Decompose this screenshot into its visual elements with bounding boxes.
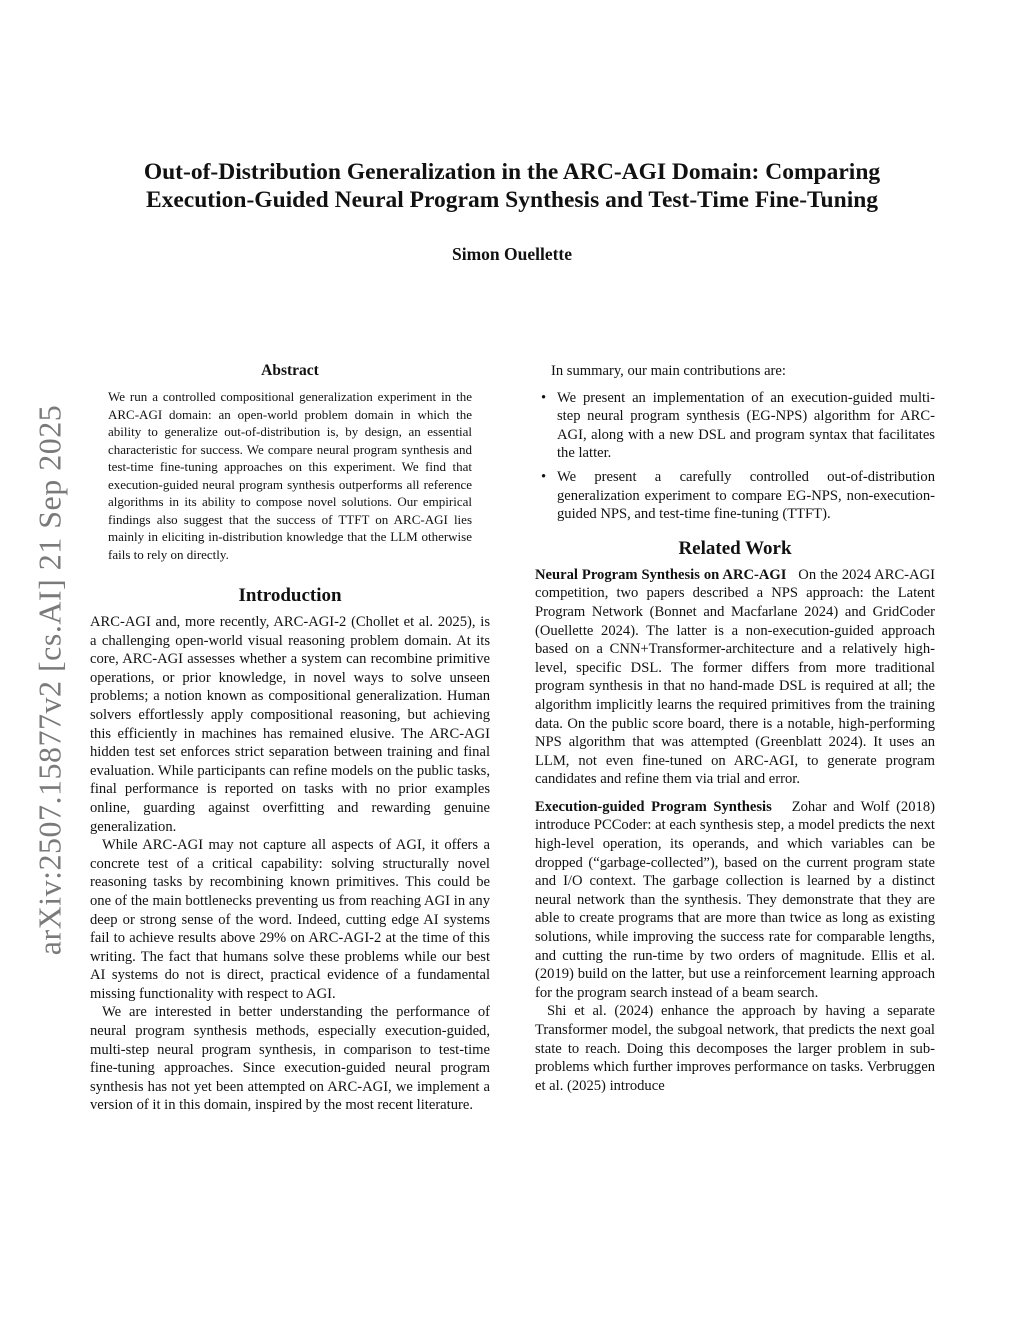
abstract-heading: Abstract	[261, 362, 319, 379]
nps-text: On the 2024 ARC-AGI competition, two papers described a NPS approach: the Latent Program Network (Bonnet and Macfarlane 2024) and GridCoder (Ouellette 2024). The latter is a non-execution-guided approach based on a CNN+Transformer-architecture and a relatively high-level, specific DSL. The former differs from more traditional program synthesis in that no hand-made DSL is required at all; the algorithm implicitly learns the required primitives from the training data. On the public score board, there is a notable, high-performing NPS algorithm that was attempted (Greenblatt 2024). It uses an LLM, not even fine-tuned on ARC-AGI, to generate program candidates and refine them via trial and error.	[535, 566, 935, 788]
right-column	[535, 362, 935, 1095]
abstract-text: We run a controlled compositional generalization experiment in the ARC-AGI domain: an open-world problem domain in which the ability to generalize out-of-distribution is, by design, an essential characteristic for success. We compare neural program synthesis and test-time fine-tuning approaches on this experiment. We find that execution-guided neural program synthesis outperforms all reference algorithms in its ability to compose novel solutions. Our empirical findings also suggest that the success of TTFT on ARC-AGI lies mainly in eliciting in-distribution knowledge that the LLM otherwise fails to rely on directly.	[108, 389, 472, 562]
left-column	[90, 362, 490, 1115]
egps-text: Zohar and Wolf (2018) introduce PCCoder: at each synthesis step, a model predicts the next high-level operation, its operands, and which variables can be dropped (“garbage-collected”), based on the current program state and I/O context. The garbage collection is learned by a distinct neural network than the synthesis. They demonstrate that they are able to create programs that are more than twice as long as existing solutions, while improving the success rate for comparable lengths, and cutting the run-time by two orders of magnitude. Ellis et al. (2019) build on the latter, but use a reinforcement learning approach for the program search instead of a beam search.	[535, 798, 935, 1001]
title-line-1: Out-of-Distribution Generalization in the ARC-AGI Domain: Comparing	[143, 159, 881, 185]
nps-paragraph	[535, 566, 935, 789]
author-name: Simon Ouellette	[451, 244, 573, 264]
intro-paragraph-2: While ARC-AGI may not capture all aspects of AGI, it offers a concrete test of a critical capability: solving structurally novel reasoning tasks by recombining known primitives. This could be one of the main bottlenecks preventing us from reaching AGI in any deep or strong sense of the word. Indeed, cutting edge AI systems fail to achieve results above 29% on ARC-AGI-2 at the time of this writing. The fact that humans solve these problems while our best AI systems do not is direct, practical evidence of a fundamental missing functionality with respect to AGI.	[90, 837, 490, 1002]
title-line-2: Execution-Guided Neural Program Synthesis and Test-Time Fine-Tuning	[145, 187, 879, 213]
bullet-icon: •	[541, 389, 547, 406]
contributions-summary: In summary, our main contributions are:	[551, 363, 786, 379]
shi-paragraph: Shi et al. (2024) enhance the approach by having a separate Transformer model, the subgoal network, that predicts the next goal state to reach. Doing this decomposes the larger problem in sub-problems which further improves performance on tasks. Verbruggen et al. (2025) introduce	[535, 1003, 935, 1094]
contribution-item-1	[535, 389, 935, 463]
introduction-heading: Introduction	[238, 585, 342, 606]
arxiv-identifier: arXiv:2507.15877v2 [cs.AI] 21 Sep 2025	[31, 404, 68, 956]
egps-run-in-heading: Execution-guided Program Synthesis	[535, 798, 772, 815]
egps-paragraph	[535, 798, 935, 1003]
nps-run-in-heading: Neural Program Synthesis on ARC-AGI	[535, 566, 787, 583]
contributions-list	[535, 389, 935, 524]
contribution-text-1: We present an implementation of an execution-guided multi-step neural program synthesis (EG-NPS) algorithm for ARC-AGI, along with a new DSL and program syntax that facilitates the latter.	[557, 389, 935, 462]
paper-title	[100, 158, 924, 214]
contribution-text-2: We present a carefully controlled out-of-distribution generalization experiment to compare EG-NPS, non-execution-guided NPS, and test-time fine-tuning (TTFT).	[557, 468, 935, 523]
contribution-item-2	[535, 468, 935, 524]
related-work-heading: Related Work	[678, 537, 792, 559]
bullet-icon: •	[541, 468, 547, 485]
intro-paragraph-3: We are interested in better understanding the performance of neural program synthesis methods, especially execution-guided, multi-step neural program synthesis, in comparison to test-time fine-tuning approaches. Since execution-guided neural program synthesis has not yet been attempted on ARC-AGI, we implement a version of it in this domain, inspired by the most recent literature.	[90, 1004, 490, 1114]
intro-paragraph-1: ARC-AGI and, more recently, ARC-AGI-2 (Chollet et al. 2025), is a challenging open-world visual reasoning problem domain. At its core, ARC-AGI assesses whether a system can recombine primitive operations, or prior knowledge, in novel ways to solve unseen problems; a notion known as compositional generalization. Human solvers effortlessly apply compositional reasoning, but achieving this efficiently in machines has remained elusive. The ARC-AGI hidden test set enforces strict separation between training and final evaluation. While participants can refine models on the public tasks, final performance is reported on tasks with no prior examples online, guarding against overfitting and rewarding genuine generalization.	[90, 614, 490, 835]
